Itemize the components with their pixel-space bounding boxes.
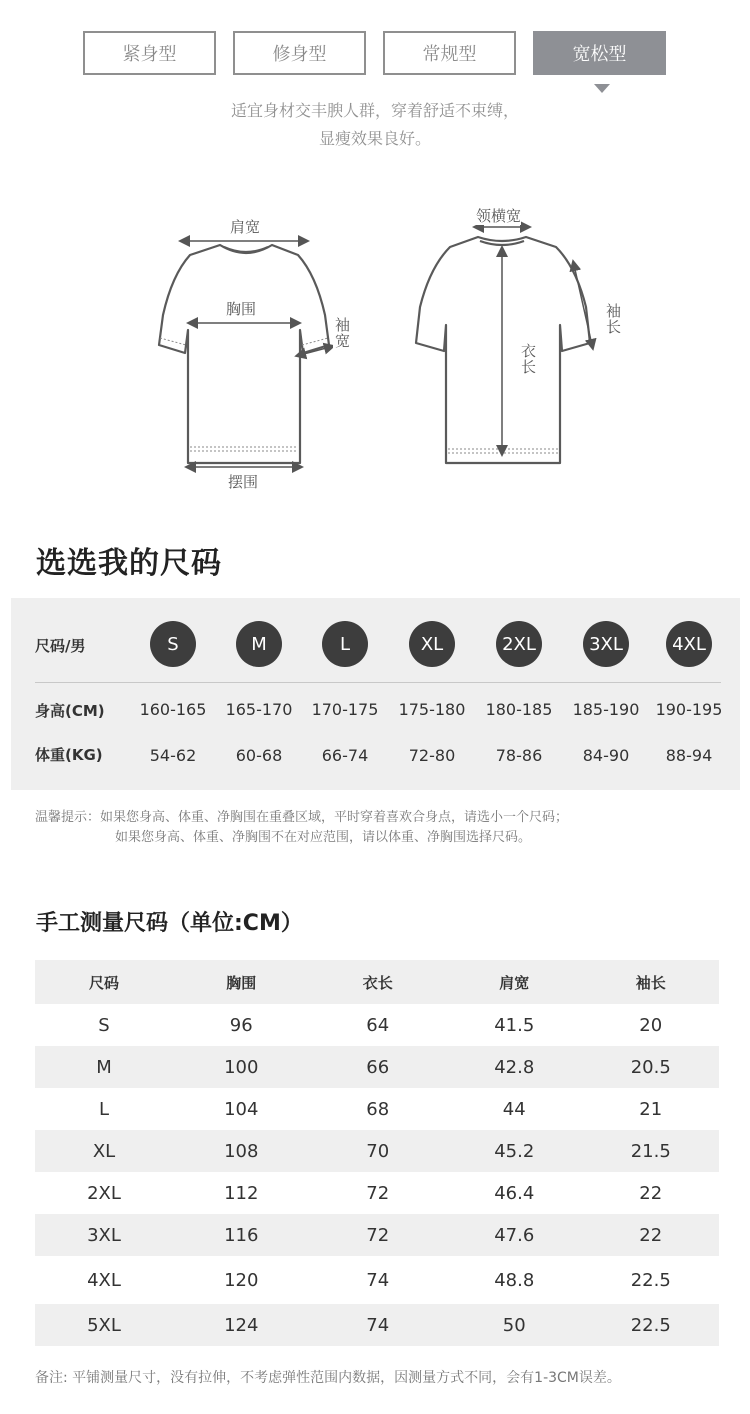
label-chest: 胸围: [226, 300, 257, 318]
table-cell: 124: [224, 1314, 259, 1336]
table-cell: 20.5: [630, 1056, 671, 1078]
tab-regular-fit[interactable]: 常规型: [383, 31, 516, 75]
table-header-row: [35, 960, 719, 1004]
table-cell: M: [96, 1056, 112, 1078]
header-cell: 肩宽: [499, 973, 530, 992]
table-cell: 104: [224, 1098, 259, 1120]
table-cell: 42.8: [494, 1056, 535, 1078]
table-cell: 50: [502, 1314, 526, 1336]
table-cell: L: [98, 1098, 110, 1120]
weight-range: 78-86: [495, 746, 543, 765]
table-cell: 4XL: [87, 1269, 121, 1291]
size-badge[interactable]: S: [150, 621, 196, 667]
header-cell: 胸围: [226, 973, 257, 992]
table-cell: 22.5: [630, 1269, 671, 1291]
table-cell: 21: [639, 1098, 663, 1120]
row-label-height: 身高(CM): [35, 702, 105, 720]
table-cell: 45.2: [494, 1140, 535, 1162]
height-range: 175-180: [398, 700, 466, 719]
tab-tight-fit[interactable]: 紧身型: [83, 31, 216, 75]
height-range: 160-165: [139, 700, 207, 719]
size-column: [128, 598, 218, 790]
size-badge[interactable]: 2XL: [496, 621, 542, 667]
size-tip: [35, 808, 568, 848]
size-column: [214, 598, 304, 790]
size-column: [561, 598, 651, 790]
table-cell: 20: [639, 1014, 663, 1036]
size-badge[interactable]: XL: [409, 621, 455, 667]
table-cell: 74: [366, 1269, 390, 1291]
header-cell: 衣长: [362, 973, 393, 992]
weight-range: 54-62: [149, 746, 197, 765]
label-shoulder-width: 肩宽: [230, 218, 261, 236]
table-cell: 120: [224, 1269, 259, 1291]
height-range: 170-175: [311, 700, 379, 719]
row-label-size: 尺码/男: [35, 637, 86, 655]
table-cell: 96: [229, 1014, 253, 1036]
table-cell: 116: [224, 1224, 259, 1246]
table-row: [35, 1256, 719, 1304]
size-badge[interactable]: L: [322, 621, 368, 667]
measurement-note: 备注: 平铺测量尺寸，没有拉伸，不考虑弹性范围内数据，因测量方式不同，会有1-3CM误差。: [35, 1370, 621, 1386]
section-title-size-finder: 选选我的尺码: [36, 546, 222, 581]
header-cell: 尺码: [88, 973, 119, 992]
size-column: [387, 598, 477, 790]
table-row: [35, 1172, 719, 1214]
label-garment-length: 衣长: [519, 343, 537, 375]
table-cell: 66: [366, 1056, 390, 1078]
tab-loose-fit[interactable]: 宽松型: [533, 31, 666, 75]
table-cell: 3XL: [87, 1224, 121, 1246]
table-cell: 72: [366, 1182, 390, 1204]
label-hem: 摆围: [228, 473, 259, 491]
tshirt-diagram-svg: [0, 195, 750, 505]
weight-range: 72-80: [408, 746, 456, 765]
height-range: 165-170: [225, 700, 293, 719]
measurement-table: [35, 960, 719, 1346]
active-tab-pointer-icon: [594, 84, 610, 93]
table-cell: 22.5: [630, 1314, 671, 1336]
table-cell: 72: [366, 1224, 390, 1246]
fit-description: [0, 97, 750, 153]
table-cell: 2XL: [87, 1182, 121, 1204]
table-cell: 70: [366, 1140, 390, 1162]
table-cell: 64: [366, 1014, 390, 1036]
table-cell: 68: [366, 1098, 390, 1120]
table-cell: 5XL: [87, 1314, 121, 1336]
fit-description-line2: 显瘦效果良好。: [318, 129, 431, 148]
height-range: 180-185: [485, 700, 553, 719]
weight-range: 84-90: [582, 746, 630, 765]
table-cell: 108: [224, 1140, 259, 1162]
table-cell: 41.5: [494, 1014, 535, 1036]
table-cell: 100: [224, 1056, 259, 1078]
size-badge[interactable]: 3XL: [583, 621, 629, 667]
size-column: [474, 598, 564, 790]
height-range: 190-195: [655, 700, 723, 719]
header-cell: 袖长: [635, 973, 666, 992]
table-row: [35, 1304, 719, 1346]
height-range: 185-190: [572, 700, 640, 719]
table-cell: 22: [639, 1182, 663, 1204]
table-row: [35, 1046, 719, 1088]
fit-description-line1: 适宜身材交丰腴人群，穿着舒适不束缚，: [230, 101, 519, 120]
fit-type-tabs: [83, 31, 666, 75]
table-cell: 48.8: [494, 1269, 535, 1291]
size-column: [644, 598, 734, 790]
weight-range: 60-68: [235, 746, 283, 765]
table-cell: 74: [366, 1314, 390, 1336]
weight-range: 88-94: [665, 746, 713, 765]
table-cell: 44: [502, 1098, 526, 1120]
row-label-weight: 体重(KG): [35, 746, 103, 764]
table-row: [35, 1130, 719, 1172]
table-cell: 22: [639, 1224, 663, 1246]
table-cell: XL: [92, 1140, 116, 1162]
size-badge[interactable]: 4XL: [666, 621, 712, 667]
table-row: [35, 1004, 719, 1046]
table-cell: S: [98, 1014, 110, 1036]
table-cell: 47.6: [494, 1224, 535, 1246]
tip-line2: 如果您身高、体重、净胸围不在对应范围，请以体重、净胸围选择尺码。: [115, 830, 532, 845]
label-sleeve-length: 袖长: [604, 303, 622, 335]
section-title-measurements: 手工测量尺码（单位:CM）: [36, 911, 303, 936]
measurement-diagram: [0, 195, 750, 505]
size-badge[interactable]: M: [236, 621, 282, 667]
table-cell: 112: [224, 1182, 259, 1204]
table-row: [35, 1214, 719, 1256]
table-cell: 21.5: [630, 1140, 671, 1162]
weight-range: 66-74: [321, 746, 369, 765]
back-tshirt-icon: [416, 237, 590, 463]
size-column: [300, 598, 390, 790]
tip-line1: 温馨提示：如果您身高、体重、净胸围在重叠区域，平时穿着喜欢合身点，请选小一个尺码；: [35, 810, 569, 825]
table-row: [35, 1088, 719, 1130]
label-sleeve-width: 袖宽: [333, 317, 351, 349]
tab-slim-fit[interactable]: 修身型: [233, 31, 366, 75]
size-recommendation-panel: [11, 598, 740, 790]
table-cell: 46.4: [494, 1182, 535, 1204]
label-collar-width: 领横宽: [476, 207, 522, 225]
